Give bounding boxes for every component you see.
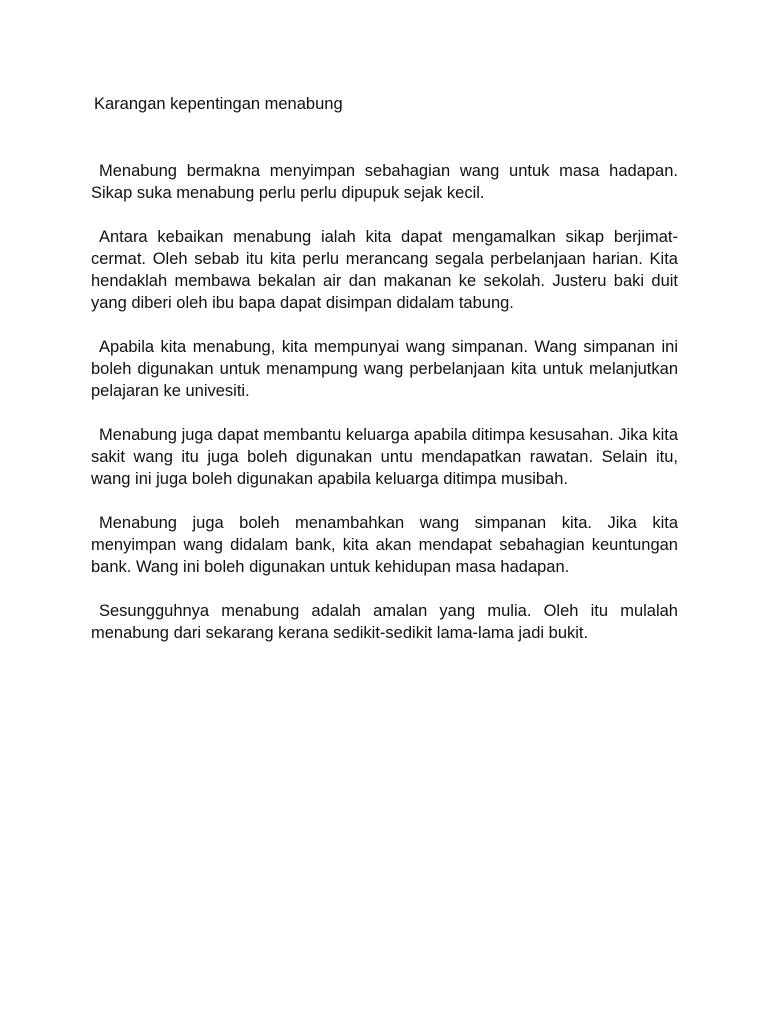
document-body (91, 160, 678, 666)
paragraph-3: Apabila kita menabung, kita mempunyai wang simpanan. Wang simpanan ini boleh digunakan untuk menampung wang perbelanjaan kita untuk melanjutkan pelajaran ke univesiti. (91, 338, 678, 400)
paragraph-5: Menabung juga boleh menambahkan wang simpanan kita. Jika kita menyimpan wang didalam bank, kita akan mendapat sebahagian keuntungan bank. Wang ini boleh digunakan untuk kehidupan masa hadapan. (91, 514, 678, 576)
document-title: Karangan kepentingan menabung (94, 95, 343, 113)
paragraph-1: Menabung bermakna menyimpan sebahagian wang untuk masa hadapan. Sikap suka menabung perlu perlu dipupuk sejak kecil. (91, 162, 678, 202)
paragraph-2: Antara kebaikan menabung ialah kita dapat mengamalkan sikap berjimat-cermat. Oleh sebab itu kita perlu merancang segala perbelanjaan harian. Kita hendaklah membawa bekalan air dan makanan ke sekolah. Justeru baki duit yang diberi oleh ibu bapa dapat disimpan didalam tabung. (91, 228, 678, 312)
paragraph-4: Menabung juga dapat membantu keluarga apabila ditimpa kesusahan. Jika kita sakit wang itu juga boleh digunakan untu mendapatkan rawatan. Selain itu, wang ini juga boleh digunakan apabila keluarga ditimpa musibah. (91, 426, 678, 488)
paragraph-6: Sesungguhnya menabung adalah amalan yang mulia. Oleh itu mulalah menabung dari sekarang kerana sedikit-sedikit lama-lama jadi bukit. (91, 602, 678, 642)
